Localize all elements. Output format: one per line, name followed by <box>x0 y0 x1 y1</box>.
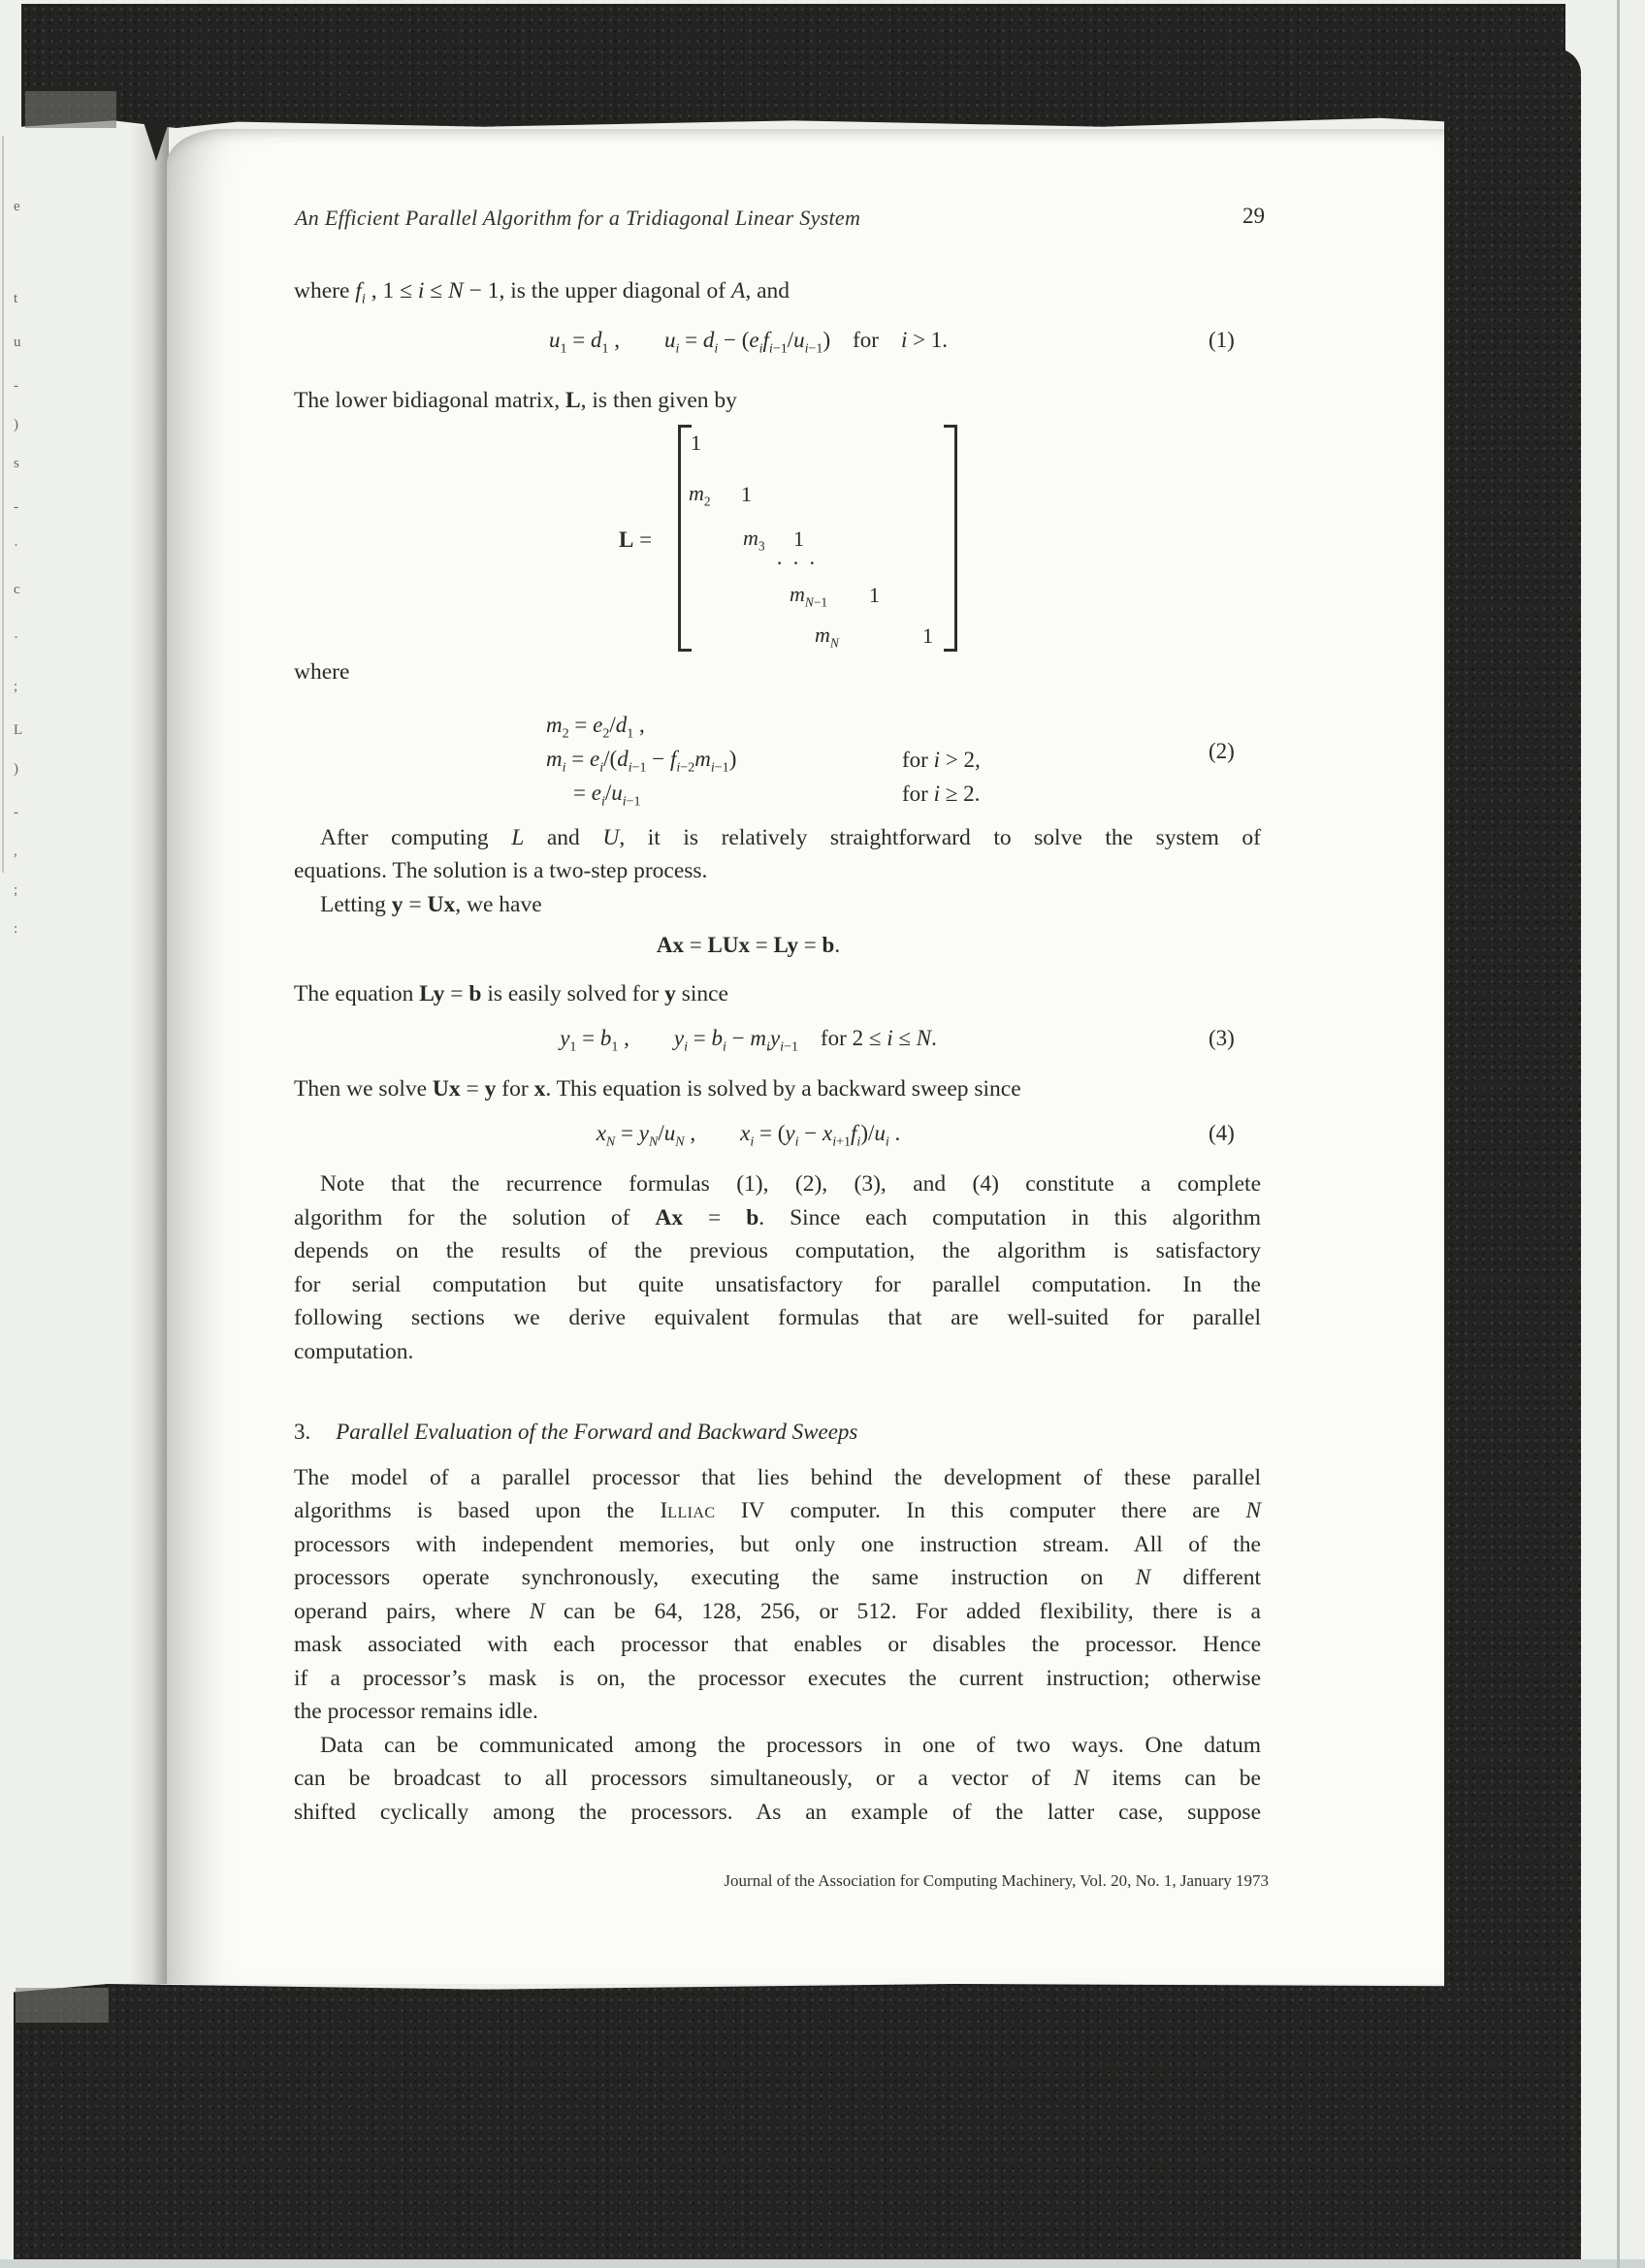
body-line: Then we solve Ux = y for x. This equation is solved by a backward sweep since <box>294 1076 1021 1102</box>
gutter-mark: e <box>14 199 20 214</box>
equation-4-number: (4) <box>1209 1121 1235 1145</box>
gutter-mark: c <box>14 582 20 597</box>
body-line: following sections we derive equivalent formulas that are well-suited for parallel <box>294 1305 1261 1330</box>
equation-3: $y_1 = b_1$ , $y_i = b_i - m_iy_{i-1}$ for 2 ≤ i ≤ N. <box>560 1026 937 1055</box>
running-title: An Efficient Parallel Algorithm for a Tridiagonal Linear System <box>295 206 861 230</box>
gutter-mark: - <box>14 805 18 820</box>
equation-2-line3: = $e_i/u_{i-1}$ <box>573 781 641 810</box>
section-3-title: Parallel Evaluation of the Forward and Backward Sweeps <box>336 1420 858 1444</box>
gutter-mark: - <box>14 499 18 515</box>
body-line: Note that the recurrence formulas (1), (2), (3), and (4) constitute a complete <box>320 1171 1261 1197</box>
body-line: processors operate synchronously, executing the same instruction on N different <box>294 1565 1261 1590</box>
body-line: algorithm for the solution of Ax = b. Since each computation in this algorithm <box>294 1205 1261 1230</box>
matrix-cell: $m_{N-1}$ <box>790 582 828 610</box>
body-line: The lower bidiagonal matrix, L, is then given by <box>294 388 737 413</box>
body-line: equations. The solution is a two-step process. <box>294 858 708 883</box>
gutter-mark: ) <box>14 417 18 432</box>
body-line: processors with independent memories, but only one instruction stream. All of the <box>294 1532 1261 1557</box>
matrix-cell: 1 <box>869 583 880 607</box>
body-line: shifted cyclically among the processors. As an example of the latter case, suppose <box>294 1800 1261 1825</box>
gutter-mark: : <box>14 921 18 937</box>
body-line: algorithms is based upon the Illiac IV computer. In this computer there are N <box>294 1498 1262 1523</box>
section-3-number: 3. <box>294 1420 311 1444</box>
equation-3-number: (3) <box>1209 1026 1235 1050</box>
equation-4: $x_N = y_N/u_N$ , $x_i = (y_i - x_{i+1}f_i)/u_i$ . <box>596 1121 901 1150</box>
body-line: computation. <box>294 1339 414 1364</box>
body-line: if a processor’s mask is on, the processor executes the current instruction; otherwise <box>294 1666 1261 1691</box>
matrix-bracket-left <box>678 425 692 652</box>
gutter-mark: · <box>14 630 18 646</box>
equation-2-number: (2) <box>1209 739 1235 763</box>
body-line: for serial computation but quite unsatisfactory for parallel computation. In the <box>294 1272 1261 1297</box>
gutter-mark: s <box>14 456 19 471</box>
gutter-mark: ) <box>14 761 18 777</box>
equation-1-number: (1) <box>1209 328 1235 352</box>
gutter-mark: t <box>14 291 18 306</box>
matrix-lhs: L = <box>619 527 653 552</box>
gutter-mark: · <box>14 538 18 554</box>
equation-axb: Ax = LUx = Ly = b. <box>656 933 841 957</box>
equation-2-condition2: for i ≥ 2. <box>902 782 981 806</box>
matrix-cell: 1 <box>741 482 752 506</box>
gutter-mark: ; <box>14 679 18 694</box>
body-line: the processor remains idle. <box>294 1699 538 1724</box>
page-number: 29 <box>1242 204 1265 228</box>
matrix-cell: 1 <box>922 623 933 648</box>
section-3-heading <box>294 1420 1261 1445</box>
matrix-cell: 1 <box>691 431 701 455</box>
matrix-cell: $m_N$ <box>815 623 839 651</box>
equation-2-condition1: for i > 2, <box>902 748 981 772</box>
matrix-cell: 1 <box>793 527 804 551</box>
body-line: where <box>294 659 350 685</box>
gutter-mark: u <box>14 335 21 350</box>
body-line: operand pairs, where N can be 64, 128, 256, or 512. For added flexibility, there is a <box>294 1599 1261 1624</box>
gutter-mark: , <box>14 844 17 859</box>
body-line: depends on the results of the previous computation, the algorithm is satisfactory <box>294 1238 1261 1263</box>
equation-2-line2: $m_i = e_i/(d_{i-1} - f_{i-2}m_{i-1})$ <box>546 747 737 776</box>
matrix-ellipsis: · · · <box>776 551 818 575</box>
body-line: where $f_i$ , 1 ≤ i ≤ N − 1, is the upper diagonal of A, and <box>294 278 790 307</box>
body-line: mask associated with each processor that enables or disables the processor. Hence <box>294 1632 1261 1657</box>
matrix-cell: $m_3$ <box>743 526 765 554</box>
body-line: can be broadcast to all processors simultaneously, or a vector of N items can be <box>294 1766 1261 1791</box>
gutter-mark: L <box>14 722 23 738</box>
body-line: The equation Ly = b is easily solved for y since <box>294 981 728 1006</box>
body-line: Data can be communicated among the processors in one of two ways. One datum <box>320 1733 1261 1758</box>
gutter-mark: - <box>14 378 18 394</box>
body-line: Letting y = Ux, we have <box>320 892 542 917</box>
gutter-mark: ; <box>14 882 18 898</box>
journal-footer: Journal of the Association for Computing Machinery, Vol. 20, No. 1, January 1973 <box>724 1871 1269 1890</box>
body-line: After computing L and U, it is relatively straightforward to solve the system of <box>320 825 1261 850</box>
matrix-cell: $m_2$ <box>689 481 711 509</box>
equation-1: $u_1 = d_1$ , $u_i = d_i - (e_if_{i-1}/u_{i-1})$ for i > 1. <box>548 328 949 357</box>
body-line: The model of a parallel processor that lies behind the development of these parallel <box>294 1465 1261 1490</box>
equation-2-line1: $m_2 = e_2/d_1$ , <box>546 713 645 742</box>
matrix-bracket-right <box>944 425 957 652</box>
